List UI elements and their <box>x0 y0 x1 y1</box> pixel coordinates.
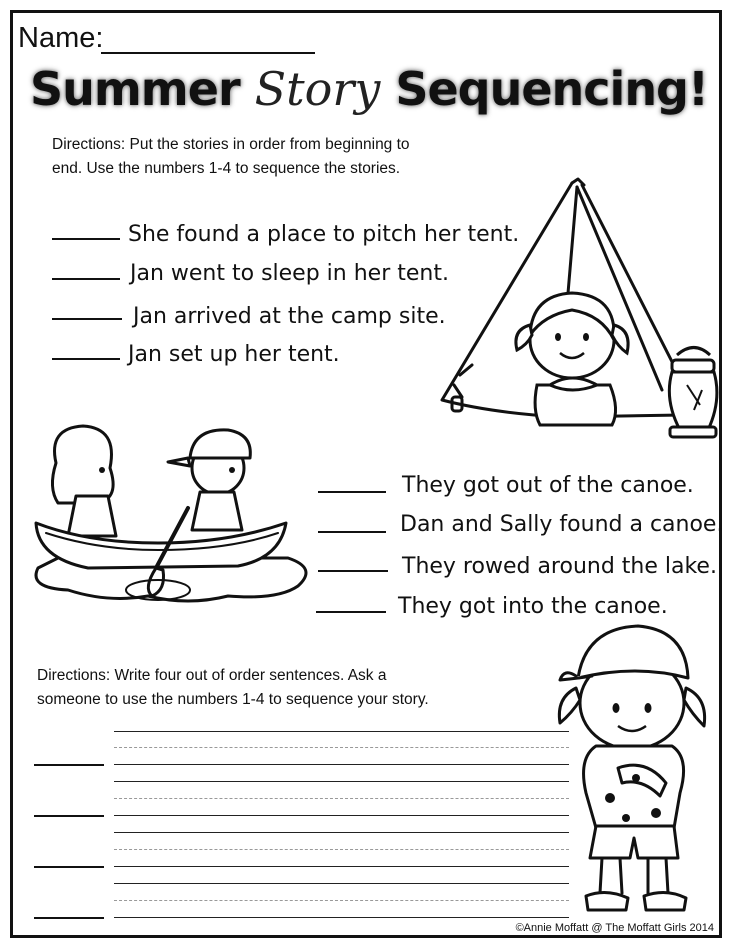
answer-blank[interactable] <box>34 815 104 817</box>
answer-blank[interactable] <box>34 866 104 868</box>
directions-1-line2: end. Use the numbers 1-4 to sequence the stories. <box>52 160 401 177</box>
writing-line[interactable] <box>114 781 569 782</box>
name-input-line[interactable] <box>101 52 315 54</box>
directions-2-line1: Directions: Write four out of order sentences. Ask a <box>37 667 387 684</box>
story2-sentence: They got into the canoe. <box>398 594 668 619</box>
title-story: Story <box>254 62 381 116</box>
writing-line[interactable] <box>114 764 569 765</box>
writing-line[interactable] <box>114 815 569 816</box>
title-sequencing: Sequencing! <box>380 62 708 116</box>
story1-sentence: Jan arrived at the camp site. <box>133 304 446 329</box>
answer-blank[interactable] <box>318 491 386 493</box>
answer-blank[interactable] <box>52 318 122 320</box>
answer-blank[interactable] <box>318 531 386 533</box>
story1-sentence: Jan set up her tent. <box>128 342 340 367</box>
directions-2 <box>37 664 429 712</box>
writing-line[interactable] <box>114 832 569 833</box>
writing-guide-line <box>114 798 569 799</box>
answer-blank[interactable] <box>52 278 120 280</box>
story1-sentence: She found a place to pitch her tent. <box>128 222 520 247</box>
writing-line[interactable] <box>114 866 569 867</box>
directions-1-line1: Directions: Put the stories in order from beginning to <box>52 136 410 153</box>
name-label: Name: <box>18 22 104 54</box>
writing-guide-line <box>114 849 569 850</box>
lantern-icon <box>669 348 717 438</box>
tent-illustration <box>432 175 722 440</box>
answer-blank[interactable] <box>52 238 120 240</box>
writing-line[interactable] <box>114 917 569 918</box>
story2-sentence: They got out of the canoe. <box>402 473 694 498</box>
story1-sentence: Jan went to sleep in her tent. <box>130 261 449 286</box>
story2-sentence: Dan and Sally found a canoe. <box>400 512 724 537</box>
story2-sentence: They rowed around the lake. <box>402 554 717 579</box>
writing-guide-line <box>114 900 569 901</box>
writing-guide-line <box>114 747 569 748</box>
answer-blank[interactable] <box>316 611 386 613</box>
canoe-illustration <box>28 418 313 608</box>
writing-line[interactable] <box>114 731 569 732</box>
copyright-text: ©Annie Moffatt @ The Moffatt Girls 2014 <box>515 922 714 934</box>
answer-blank[interactable] <box>34 917 104 919</box>
directions-2-line2: someone to use the numbers 1-4 to sequence your story. <box>37 691 429 708</box>
title-summer: Summer <box>30 62 255 116</box>
answer-blank[interactable] <box>318 570 388 572</box>
answer-blank[interactable] <box>34 764 104 766</box>
writing-line[interactable] <box>114 883 569 884</box>
answer-blank[interactable] <box>52 358 120 360</box>
page-title <box>30 62 708 116</box>
girl-illustration <box>556 618 716 918</box>
directions-1 <box>52 133 410 181</box>
